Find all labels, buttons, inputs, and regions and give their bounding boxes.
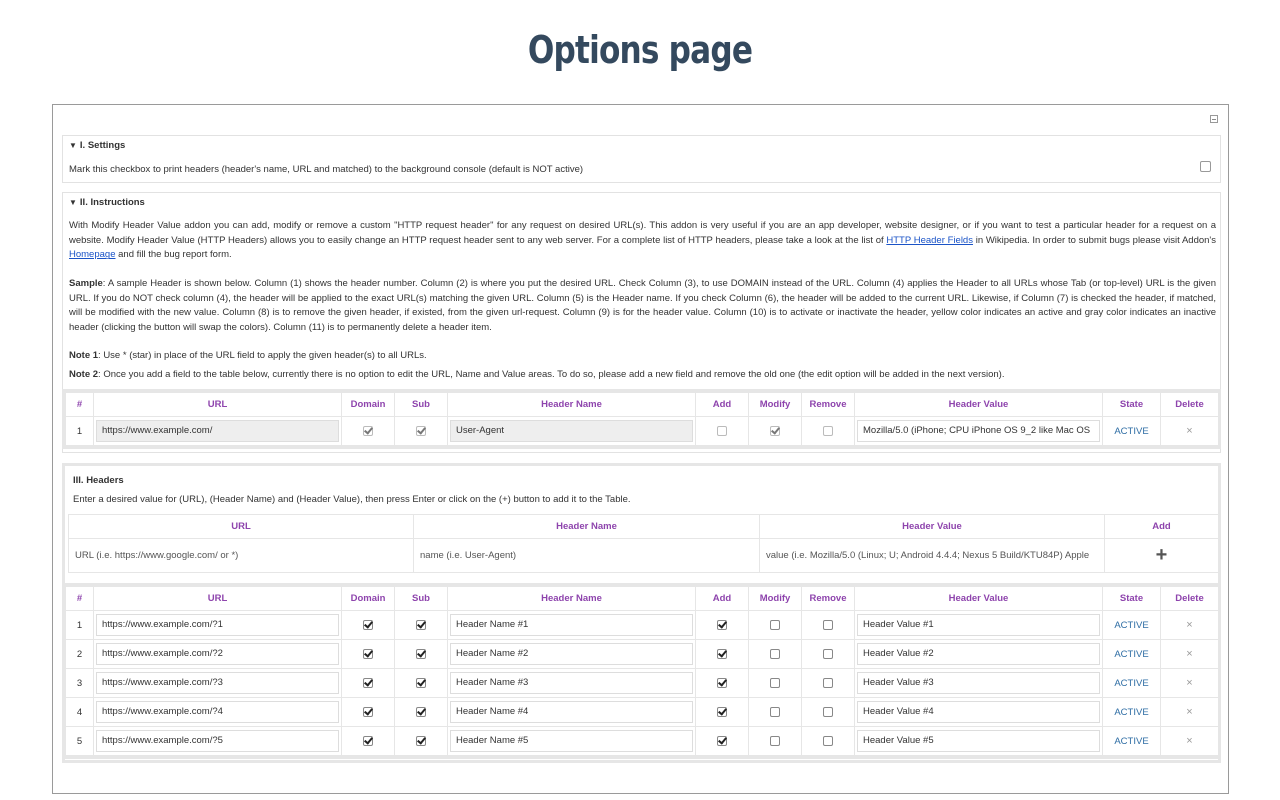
modify-checkbox[interactable] (770, 649, 780, 659)
row-num: 5 (66, 727, 94, 756)
note1: Note 1: Use * (star) in place of the URL field to apply the given header(s) to all URLs. (69, 350, 427, 361)
instructions-section (62, 192, 1221, 453)
add-header-table (68, 514, 1218, 573)
add-col-url: URL (69, 515, 414, 539)
delete-icon[interactable]: × (1186, 706, 1193, 718)
headers-title: III. Headers (73, 475, 124, 486)
add-checkbox[interactable] (717, 678, 727, 688)
header-value-input[interactable]: value (i.e. Mozilla/5.0 (Linux; U; Android 4.4.4; Nexus 5 Build/KTU84P) Apple (760, 539, 1105, 573)
sub-checkbox[interactable] (416, 736, 426, 746)
modify-checkbox[interactable] (770, 620, 780, 630)
header-name-field: User-Agent (450, 420, 693, 442)
add-header-button[interactable]: + (1105, 539, 1219, 573)
settings-checkbox-label: Mark this checkbox to print headers (header's name, URL and matched) to the background console (default is NOT active) (69, 164, 584, 175)
col-header-name: Header Name (448, 587, 696, 611)
col-sub: Sub (395, 587, 448, 611)
add-checkbox[interactable] (717, 620, 727, 630)
intro-paragraph: With Modify Header Value addon you can add, modify or remove a custom "HTTP request header" for any request on desired URL(s). This addon is very useful if you are an app developer, website designer, or if you want to test a particular header for a request on a website. Modify Header Value (HTTP Headers) allows you to easily change an HTTP request header sent to any web server. For a complete list of HTTP headers, please take a look at the list of HTTP Header Fields in Wikipedia. In order to submit bugs please visit Addon's Homepage and fill the bug report form. (69, 220, 1216, 261)
url-field[interactable]: https://www.example.com/?4 (96, 701, 339, 723)
domain-checkbox[interactable] (363, 620, 373, 630)
modify-checkbox (770, 426, 780, 436)
header-name-field[interactable]: Header Name #2 (450, 643, 693, 665)
header-name-field[interactable]: Header Name #4 (450, 701, 693, 723)
domain-checkbox[interactable] (363, 649, 373, 659)
instructions-title[interactable]: ▼ II. Instructions (69, 197, 145, 208)
col-modify: Modify (749, 587, 802, 611)
header-value-field[interactable]: Header Value #4 (857, 701, 1100, 723)
note2: Note 2: Once you add a field to the table below, currently there is no option to edit the URL, Name and Value areas. To do so, please add a new field and remove the old one (the edit option will be added in the next version). (69, 369, 1005, 380)
col-state: State (1103, 587, 1161, 611)
sub-checkbox[interactable] (416, 649, 426, 659)
add-checkbox (717, 426, 727, 436)
delete-icon: × (1186, 425, 1193, 437)
delete-icon[interactable]: × (1186, 648, 1193, 660)
table-row (66, 611, 1219, 640)
sub-checkbox (416, 426, 426, 436)
add-col-add: Add (1105, 515, 1219, 539)
row-num: 4 (66, 698, 94, 727)
state-button[interactable]: ACTIVE (1114, 648, 1149, 660)
col-modify: Modify (749, 393, 802, 417)
domain-checkbox[interactable] (363, 707, 373, 717)
collapse-icon[interactable] (1210, 115, 1218, 123)
page-title: Options page (527, 28, 753, 72)
domain-checkbox[interactable] (363, 736, 373, 746)
state-button[interactable]: ACTIVE (1114, 706, 1149, 718)
add-header-row (69, 539, 1219, 573)
remove-checkbox[interactable] (823, 678, 833, 688)
remove-checkbox[interactable] (823, 736, 833, 746)
domain-checkbox (363, 426, 373, 436)
col-remove: Remove (802, 393, 855, 417)
sub-checkbox[interactable] (416, 678, 426, 688)
add-table-header (69, 515, 1219, 539)
state-button: ACTIVE (1114, 425, 1149, 437)
remove-checkbox[interactable] (823, 649, 833, 659)
remove-checkbox[interactable] (823, 620, 833, 630)
row-num: 2 (66, 640, 94, 669)
url-field[interactable]: https://www.example.com/?2 (96, 643, 339, 665)
col-header-name: Header Name (448, 393, 696, 417)
triangle-down-icon: ▼ (69, 141, 77, 150)
sample-row (66, 417, 1219, 446)
header-name-field[interactable]: Header Name #3 (450, 672, 693, 694)
remove-checkbox (823, 426, 833, 436)
state-button[interactable]: ACTIVE (1114, 619, 1149, 631)
header-name-input[interactable]: name (i.e. User-Agent) (414, 539, 760, 573)
url-field[interactable]: https://www.example.com/?5 (96, 730, 339, 752)
state-button[interactable]: ACTIVE (1114, 735, 1149, 747)
modify-checkbox[interactable] (770, 678, 780, 688)
col-url: URL (94, 393, 342, 417)
col-header-value: Header Value (855, 587, 1103, 611)
col-add: Add (696, 587, 749, 611)
add-checkbox[interactable] (717, 736, 727, 746)
console-log-checkbox[interactable] (1200, 161, 1211, 172)
header-name-field[interactable]: Header Name #5 (450, 730, 693, 752)
add-col-header-value: Header Value (760, 515, 1105, 539)
col-delete: Delete (1161, 587, 1219, 611)
headers-section (62, 463, 1221, 763)
col-remove: Remove (802, 587, 855, 611)
table-row (66, 727, 1219, 756)
sub-checkbox[interactable] (416, 620, 426, 630)
url-field[interactable]: https://www.example.com/?1 (96, 614, 339, 636)
header-value-field: Mozilla/5.0 (iPhone; CPU iPhone OS 9_2 like Mac OS (857, 420, 1100, 442)
triangle-down-icon: ▼ (69, 198, 77, 207)
url-field[interactable]: https://www.example.com/?3 (96, 672, 339, 694)
col-state: State (1103, 393, 1161, 417)
delete-icon[interactable]: × (1186, 619, 1193, 631)
headers-description: Enter a desired value for (URL), (Header Name) and (Header Value), then press Enter or click on the (+) button to add it to the Table. (73, 494, 631, 505)
modify-checkbox[interactable] (770, 736, 780, 746)
headers-table-header (66, 587, 1219, 611)
col-num: # (66, 393, 94, 417)
add-checkbox[interactable] (717, 707, 727, 717)
homepage-link[interactable]: Homepage (69, 249, 116, 261)
delete-icon[interactable]: × (1186, 735, 1193, 747)
table-row (66, 698, 1219, 727)
remove-checkbox[interactable] (823, 707, 833, 717)
col-num: # (66, 587, 94, 611)
header-value-field[interactable]: Header Value #2 (857, 643, 1100, 665)
header-value-field[interactable]: Header Value #5 (857, 730, 1100, 752)
table-row (66, 640, 1219, 669)
row-num: 1 (66, 611, 94, 640)
sample-paragraph: Sample: A sample Header is shown below. Column (1) shows the header number. Column (2) is where you put the desired URL. Check Column (3), to use DOMAIN instead of the URL. Column (4) applies the Header to all URLs whose Tab (or top-level) URL is the given URL. If you do NOT check column (4), the header will be applied to the exact URL(s) matching the given URL. Column (5) is the Header name. If you check Column (6), the header will be added to the current URL. Likewise, if Column (7) is checked the header, if matched, will be modified with the new value. Column (8) is to remove the given header, if existed, from the given url-request. Column (9) is for the header value. Column (10) is to activate or inactivate the header, yellow color indicates an active and gray color indicates an inactive header (clicking the button will swap the colors). Column (11) is to permanently delete a header item. (69, 278, 1216, 334)
header-value-field[interactable]: Header Value #3 (857, 672, 1100, 694)
url-input[interactable]: URL (i.e. https://www.google.com/ or *) (69, 539, 414, 573)
add-checkbox[interactable] (717, 649, 727, 659)
col-delete: Delete (1161, 393, 1219, 417)
url-field: https://www.example.com/ (96, 420, 339, 442)
sample-table (62, 389, 1221, 449)
options-frame (52, 104, 1229, 794)
sub-checkbox[interactable] (416, 707, 426, 717)
header-value-field[interactable]: Header Value #1 (857, 614, 1100, 636)
row-num: 3 (66, 669, 94, 698)
add-col-header-name: Header Name (414, 515, 760, 539)
col-domain: Domain (342, 393, 395, 417)
col-domain: Domain (342, 587, 395, 611)
headers-table (62, 583, 1221, 759)
state-button[interactable]: ACTIVE (1114, 677, 1149, 689)
settings-title[interactable]: ▼ I. Settings (69, 140, 126, 151)
col-add: Add (696, 393, 749, 417)
col-url: URL (94, 587, 342, 611)
col-sub: Sub (395, 393, 448, 417)
sample-table-header (66, 393, 1219, 417)
header-name-field[interactable]: Header Name #1 (450, 614, 693, 636)
http-header-fields-link[interactable]: HTTP Header Fields (886, 234, 973, 246)
modify-checkbox[interactable] (770, 707, 780, 717)
table-row (66, 669, 1219, 698)
settings-section (62, 135, 1221, 183)
delete-icon[interactable]: × (1186, 677, 1193, 689)
row-num: 1 (66, 417, 94, 446)
domain-checkbox[interactable] (363, 678, 373, 688)
col-header-value: Header Value (855, 393, 1103, 417)
